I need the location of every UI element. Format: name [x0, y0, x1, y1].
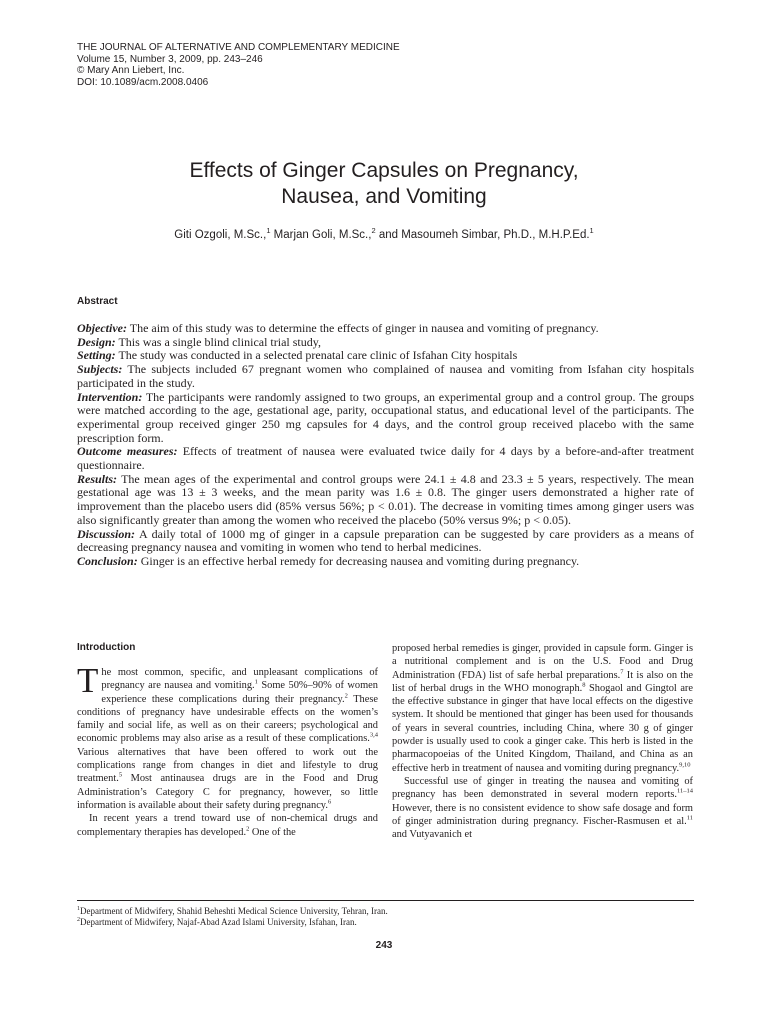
footnote-text: Department of Midwifery, Najaf-Abad Azad Islami University, Isfahan, Iran.: [80, 917, 357, 927]
abstract-heading: Abstract: [77, 296, 118, 307]
body-text: Various alternatives that have been offered to work out the complications range from changes in diet and lifestyle to drug treatment.: [77, 746, 378, 785]
body-text: One of the: [249, 826, 296, 838]
intro-paragraph-1: [77, 661, 378, 812]
abstract-text: The aim of this study was to determine the effects of ginger in nausea and vomiting of pregnancy.: [126, 321, 599, 335]
citation: 2: [246, 825, 250, 833]
intro-paragraph-4: [392, 775, 693, 841]
abstract-label: Subjects:: [77, 362, 123, 377]
abstract-label: Design:: [77, 334, 116, 349]
abstract-text: This was a single blind clinical trial study,: [115, 334, 321, 349]
abstract-label: Intervention:: [77, 389, 143, 404]
article-title: [84, 158, 684, 210]
abstract-text: Ginger is an effective herbal remedy for decreasing nausea and vomiting during pregnancy.: [137, 553, 580, 568]
abstract-text: The study was conducted in a selected prenatal care clinic of Isfahan City hospitals: [115, 348, 518, 363]
citation: 11: [686, 814, 693, 822]
abstract-results: [77, 473, 694, 528]
drop-cap: T: [77, 661, 99, 700]
citation: 9,10: [679, 761, 691, 769]
abstract-objective: [77, 322, 694, 336]
author-2: Marjan Goli, M.Sc.,: [270, 229, 372, 241]
title-line-2: Nausea, and Vomiting: [281, 185, 487, 209]
footnote-text: Department of Midwifery, Shahid Beheshti Medical Science University, Tehran, Iran.: [80, 906, 388, 916]
body-text: In recent years a trend toward use of non-chemical drugs and complementary therapies has developed.: [77, 813, 378, 838]
abstract-text: A daily total of 1000 mg of ginger in a capsule preparation can be suggested by care providers as a means of decreasing pregnancy nausea and vomiting in women who tend to herbal medicines.: [77, 526, 694, 555]
intro-paragraph-2: [77, 812, 378, 839]
body-text: Shogaol and Gingtol are the effective substance in ginger that have local effects on the digestive system. It should be mentioned that ginger has been used for thousands of years in several countries, including China, where 30 g of ginger powder is usually used to cook a ginger cake. This herb is listed in the pharmacopoeias of the United Kingdom, Thailand, and China as an effective herb in treatment of nausea and vomiting during pregnancy.: [392, 682, 693, 774]
citation: 8: [582, 681, 586, 689]
author-1-affiliation: 1: [266, 226, 271, 236]
volume-info: Volume 15, Number 3, 2009, pp. 243–246: [77, 53, 263, 65]
footnote-divider: [77, 900, 694, 901]
author-list: [84, 228, 684, 242]
citation: 6: [327, 798, 332, 806]
abstract-body: [77, 322, 694, 569]
abstract-discussion: [77, 528, 694, 555]
copyright-line: © Mary Ann Liebert, Inc.: [77, 65, 185, 77]
body-text: However, there is no consistent evidence to show safe dosage and form of ginger administration during pregnancy. Fischer-Rasmusen et al.: [392, 802, 693, 827]
abstract-text: The subjects included 67 pregnant women who complained of nausea and vomiting from Isfahan city hospitals participated in the study.: [77, 362, 694, 390]
introduction-heading: Introduction: [77, 642, 136, 653]
citation: 5: [118, 771, 123, 779]
body-text: These conditions of pregnancy have undesirable effects on the women’s family and social life, as well as on their careers; psychological and economic problems may also arise as a result of these complications.: [77, 693, 378, 745]
abstract-intervention: [77, 391, 694, 446]
abstract-text: Effects of treatment of nausea were evaluated twice daily for 4 days by a before-and-after treatment questionnaire.: [77, 444, 695, 473]
author-1: Giti Ozgoli, M.Sc.,: [174, 229, 267, 241]
abstract-conclusion: [77, 555, 694, 569]
right-column: [392, 642, 693, 841]
body-text: Most antinausea drugs are in the Food and Drug Administration’s Category C for pregnancy, however, so little information is available about their safety during pregnancy.: [77, 773, 378, 811]
abstract-outcome-measures: [77, 445, 694, 472]
author-3: and Masoumeh Simbar, Ph.D., M.H.P.Ed.: [375, 229, 590, 241]
abstract-label: Results:: [77, 471, 118, 486]
doi-line: DOI: 10.1089/acm.2008.0406: [77, 76, 209, 88]
abstract-label: Objective:: [77, 321, 127, 335]
citation: 3,4: [369, 732, 378, 740]
abstract-label: Setting:: [77, 348, 116, 363]
footnote-marker: 1: [77, 906, 80, 912]
abstract-label: Outcome measures:: [77, 444, 178, 459]
abstract-text: The participants were randomly assigned to two groups, an experimental group and a control group. The groups were matched according to the age, gestational age, parity, occupational status, and educational level of the participants. The experimental group received ginger 250 mg capsules for 4 days, and the control group received placebo with the same prescription form.: [77, 389, 694, 445]
abstract-subjects: [77, 363, 694, 390]
abstract-text: The mean ages of the experimental and control groups were 24.1 ± 4.8 and 23.3 ± 5 years, respectively. The mean gestational age was 13 ± 3 weeks, and the mean parity was 1.6 ± 0.8. The ginger users demonstrated a higher rate of improvement than the placebo users did (85% versus 56%; p < 0.01). The decrease in vomiting times among ginger users was also significantly greater than among the women who received the placebo (50% versus 9%; p < 0.05).: [77, 471, 694, 527]
footnotes: [77, 906, 694, 928]
author-2-affiliation: 2: [371, 226, 376, 236]
citation: 7: [620, 668, 624, 676]
title-line-1: Effects of Ginger Capsules on Pregnancy,: [189, 159, 579, 183]
body-text: Successful use of ginger in treating the nausea and vomiting of pregnancy has been demonstrated in several modern reports.: [392, 775, 693, 801]
journal-header: [77, 42, 577, 88]
body-text: and Vutyavanich et: [392, 829, 472, 841]
citation: 2: [344, 692, 348, 700]
body-text: he most common, specific, and unpleasant complications of pregnancy are nausea and vomiting.: [101, 667, 378, 692]
body-text: Some 50%–90% of women experience these complications during their pregnancy.: [101, 680, 378, 705]
author-3-affiliation: 1: [589, 226, 594, 236]
abstract-design: [77, 336, 694, 350]
body-text: It is also on the list of herbal drugs in the WHO monograph.: [392, 669, 694, 694]
body-text: proposed herbal remedies is ginger, provided in capsule form. Ginger is a nutritional complement and is on the U.S. Food and Drug Administration (FDA) list of safe herbal preparations.: [392, 643, 693, 681]
journal-name: THE JOURNAL OF ALTERNATIVE AND COMPLEMENTARY MEDICINE: [77, 42, 400, 53]
citation: 1: [254, 678, 258, 686]
footnote-marker: 2: [77, 917, 80, 923]
intro-paragraph-3: [392, 642, 693, 775]
abstract-label: Discussion:: [77, 526, 136, 541]
abstract-setting: [77, 349, 694, 363]
footnote-1: [77, 906, 694, 917]
citation: 11–14: [676, 787, 693, 795]
abstract-label: Conclusion:: [77, 553, 138, 568]
left-column: [77, 661, 378, 839]
footnote-2: [77, 917, 694, 928]
page-number: 243: [375, 940, 393, 951]
